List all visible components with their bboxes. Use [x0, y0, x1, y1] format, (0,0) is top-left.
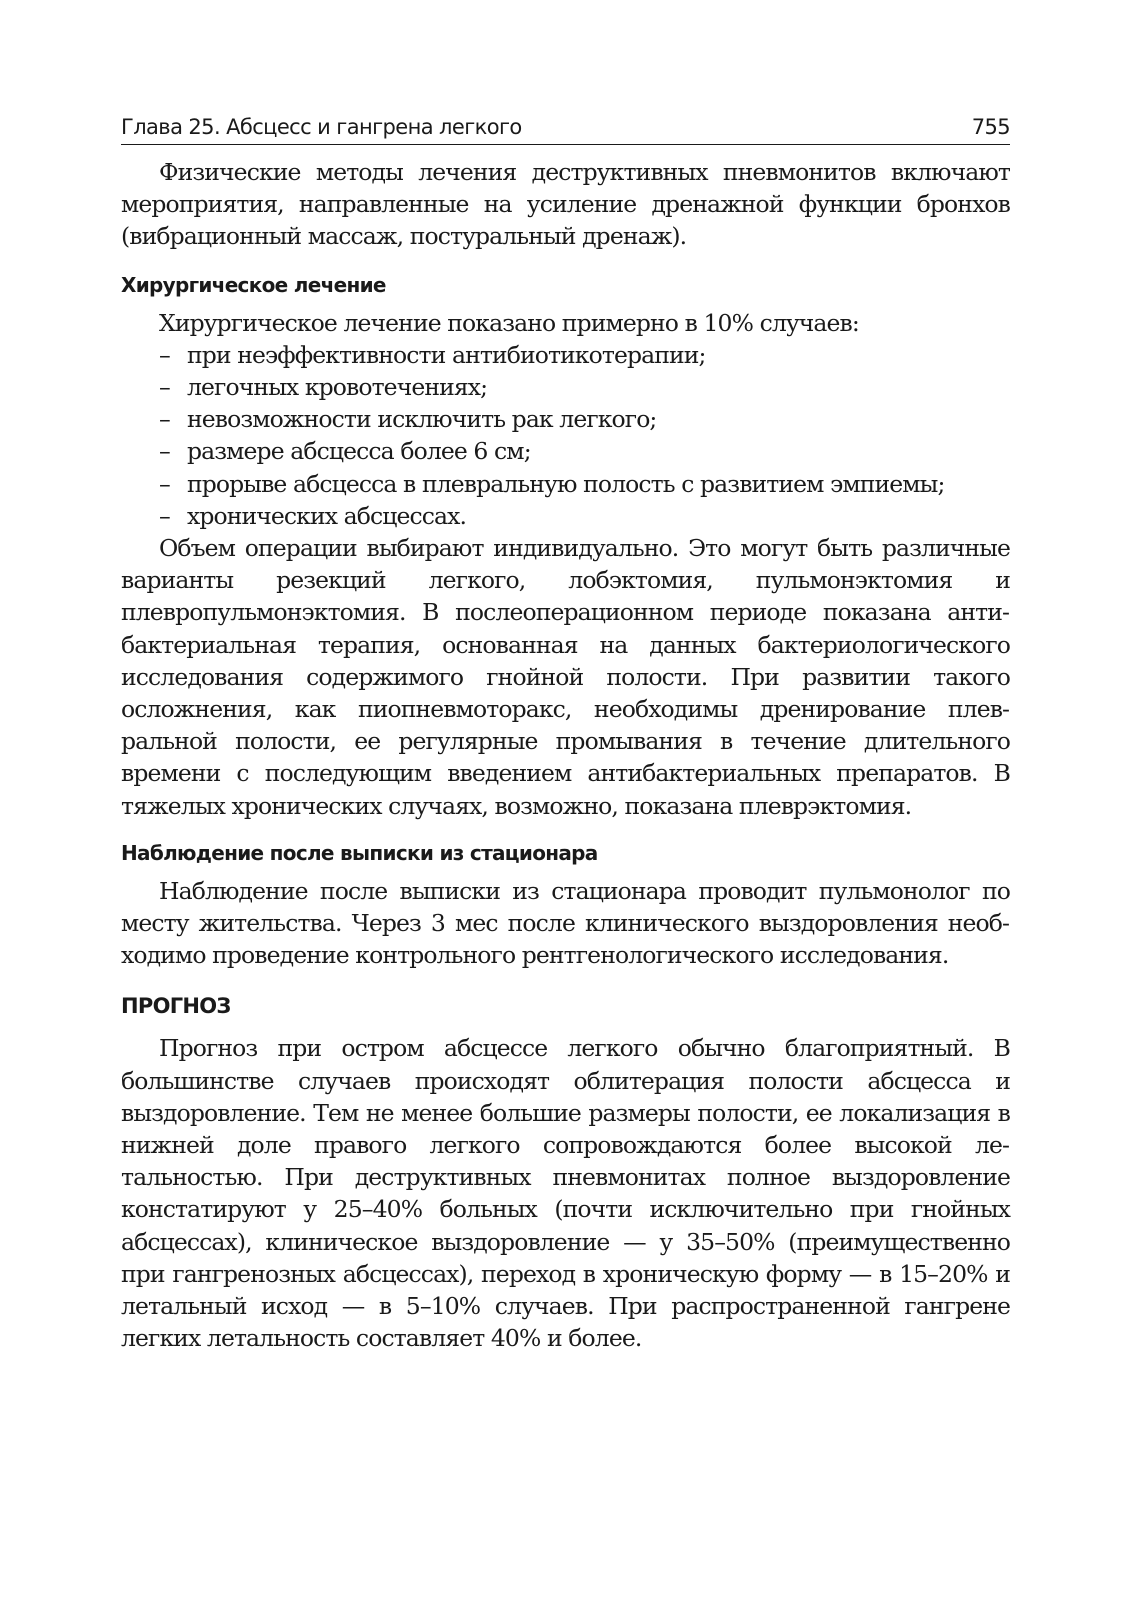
- list-dash: –: [159, 437, 170, 466]
- section-heading-followup: Наблюдение после выписки из стационара: [121, 840, 598, 865]
- page-number: 755: [971, 115, 1010, 139]
- list-item: [121, 339, 1010, 371]
- list-item-text: невозможности исключить рак легкого;: [187, 405, 657, 434]
- chapter-title: Глава 25. Абсцесс и гангрена легкого: [121, 115, 522, 139]
- surgical-paragraph: Объем операции выбирают индивидуально. Это могут быть различные варианты резекций легкого, лобэктомия, пульмонэктомия и плевропульмонэктомия. В послеоперационном периоде показана антибактериальная терапия, основанная на данных бактериологического исследования содержимого гнойной полости. При развитии такого осложнения, как пиопневмоторакс, необходимы дренирование плевральной полости, ее регулярные промывания в течение длительного времени с последующим введением антибактериальных препаратов. В тяжелых хронических случаях, возможно, показана плеврэктомия.: [121, 534, 1010, 820]
- section-heading-surgical: Хирургическое лечение: [121, 272, 386, 297]
- surgical-indications-list: [121, 339, 1010, 532]
- list-item-text: при неэффективности антибиотикотерапии;: [187, 340, 706, 369]
- list-dash: –: [159, 469, 170, 498]
- section-heading-prognosis: ПРОГНОЗ: [121, 994, 231, 1019]
- list-dash: –: [159, 501, 170, 530]
- list-item: [121, 371, 1010, 403]
- list-item-text: прорыве абсцесса в плевральную полость с развитием эмпиемы;: [187, 469, 945, 498]
- running-header: [121, 112, 1010, 145]
- list-item: [121, 468, 1010, 500]
- list-item-text: хронических абсцессах.: [187, 501, 467, 530]
- list-item: [121, 435, 1010, 467]
- list-item: [121, 500, 1010, 532]
- prognosis-paragraph: Прогноз при остром абсцессе легкого обычно благоприятный. В большинстве случаев происходят облитерация полости абсцесса и выздоровление. Тем не менее большие размеры полости, ее локализация в нижней доле правого легкого сопровождаются более высокой летальностью. При деструктивных пневмонитах полное выздоровление констатируют у 25–40% больных (почти исключительно при гнойных абсцессах), клиническое выздоровление — у 35–50% (преимущественно при гангренозных абсцессах), переход в хроническую форму — в 15–20% и летальный исход — в 5–10% случаев. При распространенной гангрене легких летальность составляет 40% и более.: [121, 1034, 1010, 1353]
- list-item: [121, 403, 1010, 435]
- intro-paragraph: Физические методы лечения деструктивных пневмонитов включают мероприятия, направленные на усиление дренажной функции бронхов (вибрационный массаж, постуральный дренаж).: [121, 158, 1010, 251]
- list-dash: –: [159, 373, 170, 402]
- list-item-text: размере абсцесса более 6 см;: [187, 437, 531, 466]
- followup-paragraph: Наблюдение после выписки из стационара проводит пульмонолог по месту жительства. Через 3 мес после клинического выздоровления необходимо проведение контрольного рентгенологического исследования.: [121, 876, 1010, 970]
- list-item-text: легочных кровотечениях;: [187, 373, 488, 402]
- list-dash: –: [159, 405, 170, 434]
- page-body: [121, 156, 1010, 1355]
- book-page: [121, 112, 1010, 1355]
- surgical-lead: Хирургическое лечение показано примерно в 10% случаев:: [159, 308, 859, 337]
- list-dash: –: [159, 340, 170, 369]
